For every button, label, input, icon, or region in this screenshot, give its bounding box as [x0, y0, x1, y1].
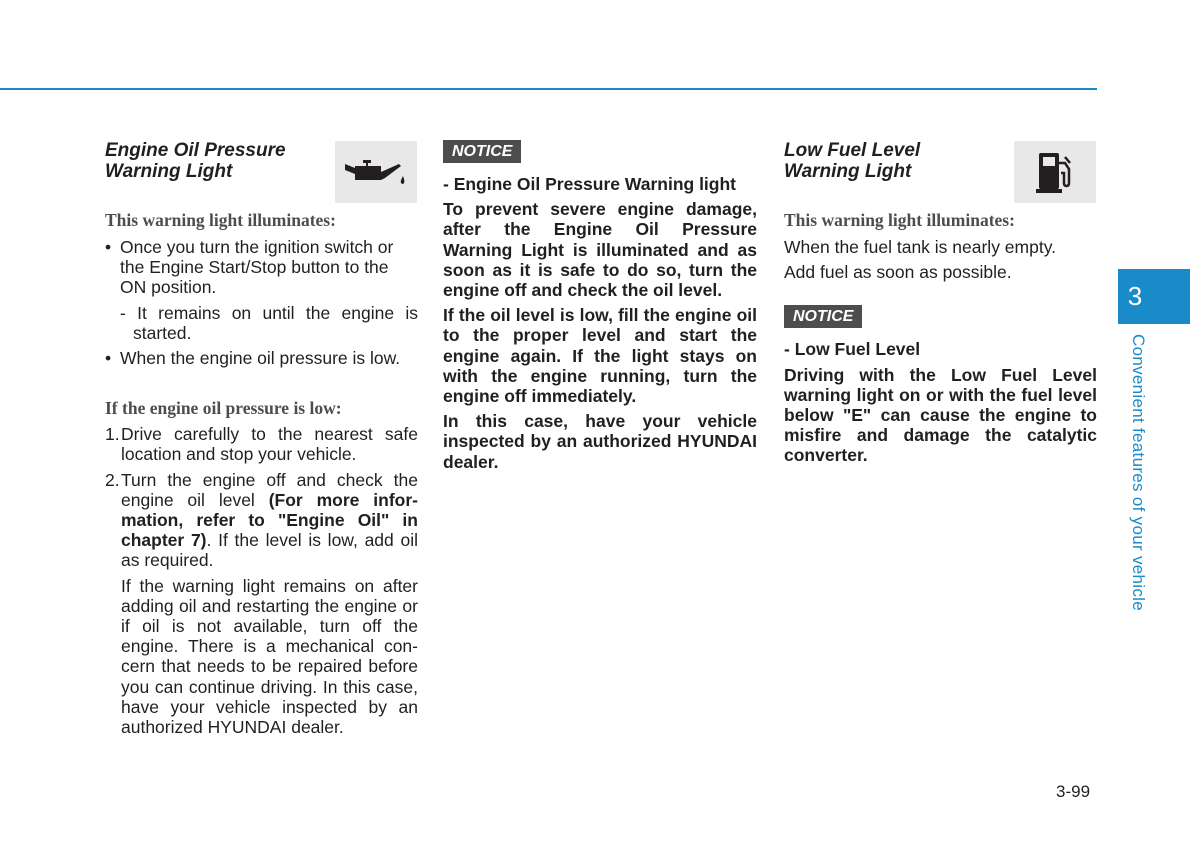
page-number: 3-99: [1056, 782, 1091, 801]
notice-oil-section: [443, 140, 757, 472]
notice-title: - Low Fuel Level: [784, 339, 921, 360]
step2-paragraph: If the warning light remains on after adding oil and restarting the engine or if oil is not available, turn off the engine. There is a mechanical con-cern that needs to be repaired before you can continue driving. In this case, have your vehicle inspected by an authorized HYUNDAI dealer.: [121, 575, 418, 738]
list-item: • When the engine oil pressure is low.: [105, 348, 401, 369]
dash-note: - It remains on until the engine is started.: [120, 302, 418, 343]
notice-badge: NOTICE: [443, 140, 521, 163]
notice-badge: NOTICE: [784, 305, 862, 328]
chapter-number: 3: [1127, 281, 1143, 311]
step-item: 2. Turn the engine off and check the engine oil level (For more infor-mation, refer to "Engine Oil" in chapter 7). If the level is low, add oil as required.: [105, 469, 418, 571]
heading-line-1: Low Fuel Level: [784, 140, 921, 161]
list-item: • Once you turn the ignition switch or the Engine Start/Stop button to the ON position.: [105, 237, 394, 298]
steps-list: [105, 424, 418, 570]
illuminates-subheading: This warning light illuminates:: [105, 210, 336, 230]
step-item: 1. Drive carefully to the nearest safe location and stop your vehicle.: [105, 424, 418, 465]
fuel-pump-icon: [1014, 141, 1096, 203]
notice-title: - Engine Oil Pressure Warning light: [443, 174, 736, 194]
heading-line-2: Warning Light: [784, 161, 912, 182]
top-rule: [0, 88, 1097, 90]
notice-paragraph: To prevent severe engine damage, after the Engine Oil Pressure Warning Light is illuminated and as soon as it is safe to do so, turn the engine off and check the oil level.: [443, 199, 757, 301]
engine-oil-section: [105, 140, 418, 737]
notice-paragraph: Driving with the Low Fuel Level warning light on or with the fuel level below "E" can cause the engine to misfire and damage the catalytic converter.: [784, 364, 1097, 466]
low-pressure-subheading: If the engine oil pressure is low:: [105, 398, 342, 419]
illuminates-subheading: This warning light illuminates:: [784, 210, 1015, 230]
low-fuel-section: [784, 140, 1097, 466]
fuel-line-2: Add fuel as soon as possible.: [784, 262, 1012, 283]
heading-line-2: Warning Light: [105, 161, 233, 182]
chapter-title: Convenient features of your vehicle: [1129, 334, 1148, 611]
notice-paragraph: In this case, have your vehicle inspected by an authorized HYUNDAI dealer.: [443, 411, 757, 472]
illuminate-list-2: [105, 348, 418, 368]
fuel-line-1: When the fuel tank is nearly empty.: [784, 237, 1057, 257]
heading-line-1: Engine Oil Pressure: [105, 140, 286, 161]
oil-can-icon: [335, 141, 417, 203]
illuminate-list: [105, 237, 418, 298]
notice-paragraph: If the oil level is low, fill the engine oil to the proper level and start the engine again. If the light stays on with the engine running, turn the engine off immediately.: [443, 305, 757, 407]
